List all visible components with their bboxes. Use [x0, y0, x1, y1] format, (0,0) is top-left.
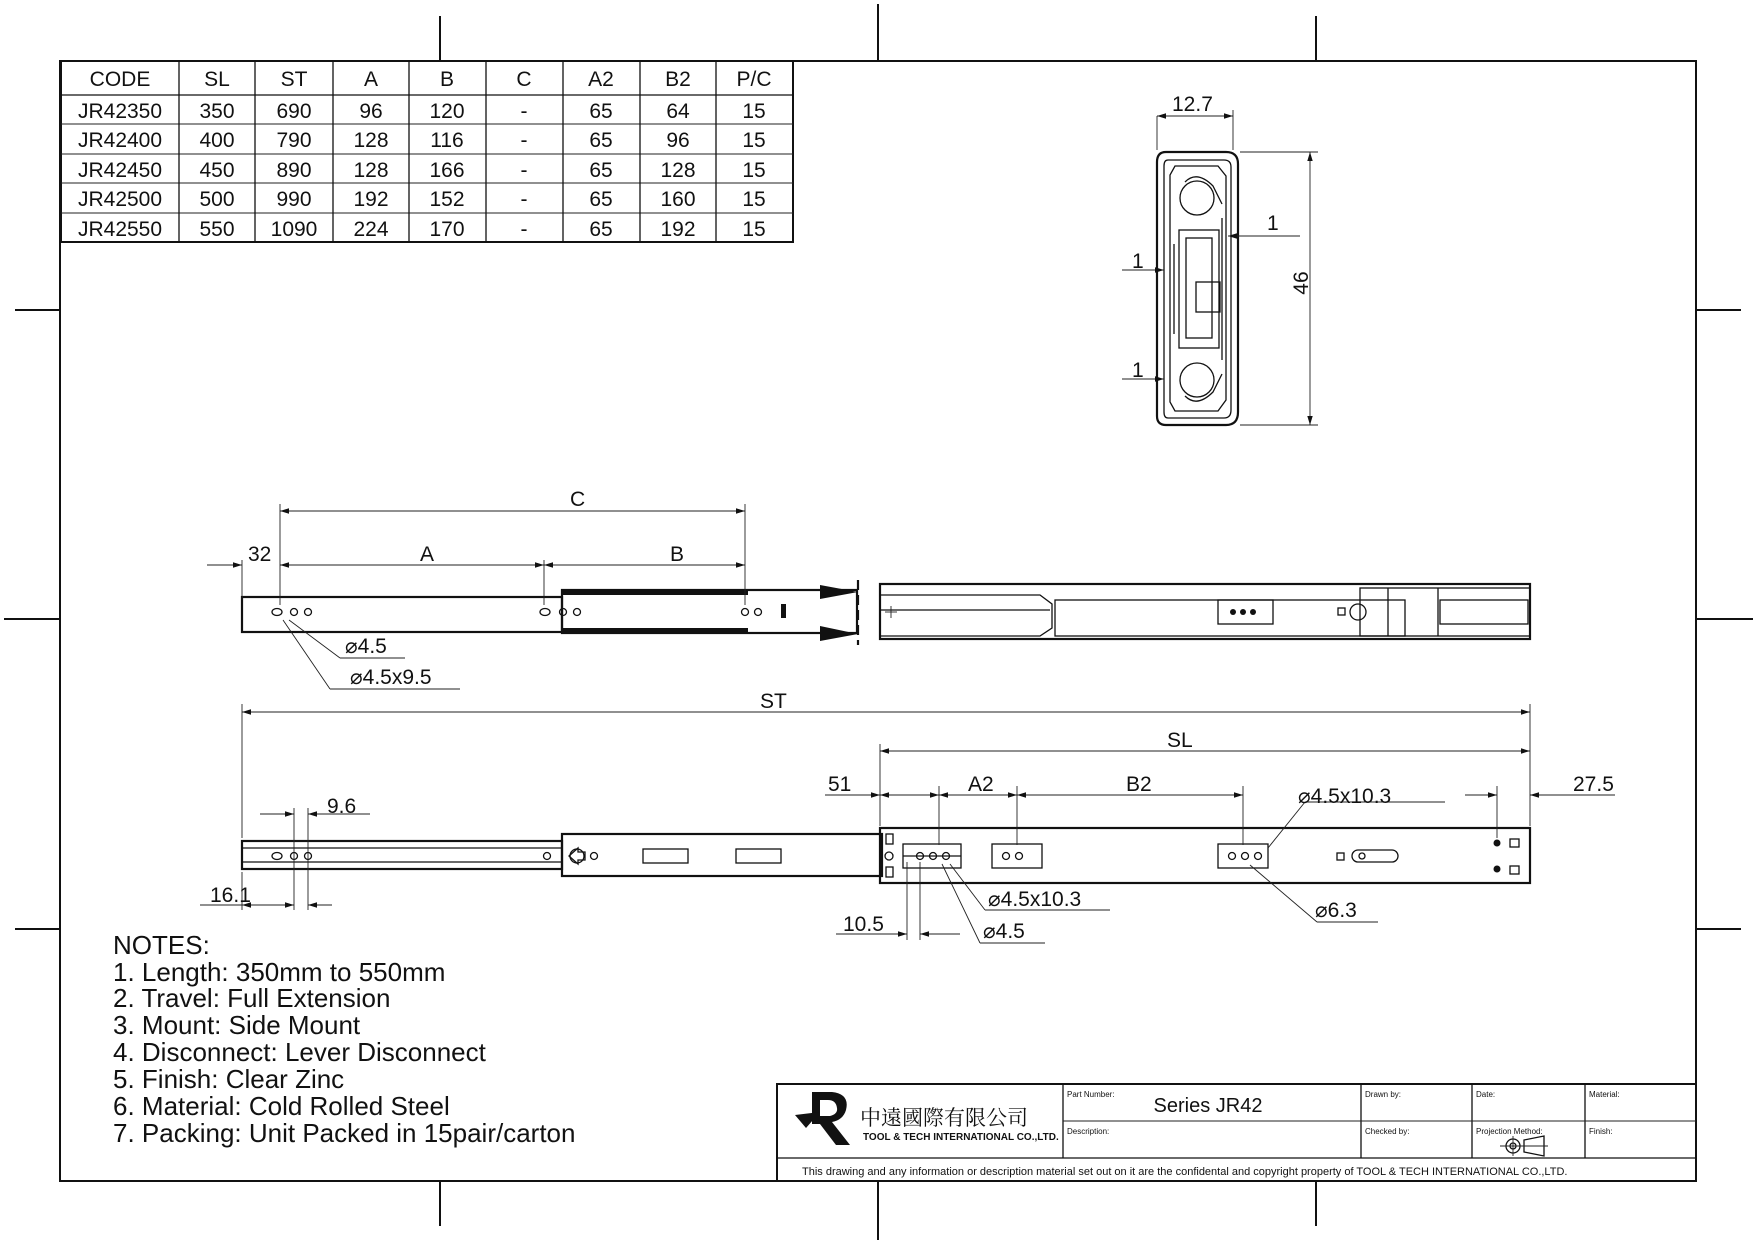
notes-item: 7. Packing: Unit Packed in 15pair/carton	[113, 1118, 576, 1148]
table-cell: 128	[660, 159, 696, 182]
table-header: C	[516, 68, 532, 91]
table-cell: 15	[742, 159, 766, 182]
table-cell: 65	[589, 159, 613, 182]
table-header: B	[439, 68, 455, 91]
dim-a2-label: A2	[968, 773, 994, 796]
table-cell: 450	[199, 159, 235, 182]
dim-b2-label: B2	[1126, 773, 1152, 796]
company-logo	[795, 1092, 850, 1145]
table-cell: 96	[666, 129, 690, 152]
table-cell: 15	[742, 100, 766, 123]
table-cell: 96	[359, 100, 383, 123]
notes-item: 5. Finish: Clear Zinc	[113, 1064, 345, 1094]
notes-heading: NOTES:	[113, 930, 210, 960]
diameter-icon: ⌀	[345, 635, 358, 658]
dim-c-label: C	[570, 488, 586, 511]
extended-view	[200, 704, 1615, 943]
title-block-text	[802, 1090, 1620, 1178]
finish-label: Finish:	[1589, 1127, 1613, 1136]
checked-by-label: Checked by:	[1365, 1127, 1410, 1136]
company-name-en: TOOL & TECH INTERNATIONAL CO.,LTD.	[863, 1132, 1059, 1143]
table-header: A2	[588, 68, 614, 91]
table-header: B2	[665, 68, 691, 91]
table-cell: 15	[742, 129, 766, 152]
diameter-icon: ⌀	[1298, 785, 1311, 808]
table-cell: 166	[429, 159, 465, 182]
table-cell: JR42450	[77, 159, 163, 182]
table-cell: JR42550	[77, 218, 163, 241]
date-label: Date:	[1476, 1090, 1496, 1099]
profile-width-label: 12.7	[1172, 93, 1213, 116]
dim-hole-round-label: ⌀4.5	[983, 920, 1025, 943]
table-cell: 790	[276, 129, 312, 152]
dim-hole-big-label: ⌀6.3	[1315, 899, 1357, 922]
company-name-cn: 中遠國際有限公司	[860, 1107, 1028, 1130]
table-cell: 1090	[270, 218, 318, 241]
table-cell: 65	[589, 188, 613, 211]
dim-slot-mid-label: ⌀4.5x10.3	[988, 888, 1082, 911]
table-cell: 64	[666, 100, 690, 123]
table-cell: 990	[276, 188, 312, 211]
table-cell: 128	[353, 159, 389, 182]
dim-32-label: 32	[248, 543, 272, 566]
profile-height-label: 46	[1290, 271, 1313, 295]
spec-table-text	[78, 68, 772, 241]
table-cell: -	[520, 129, 528, 152]
table-header: CODE	[89, 68, 151, 91]
part-number-value: Series JR42	[1153, 1095, 1263, 1117]
table-header: A	[363, 68, 379, 91]
material-label: Material:	[1589, 1090, 1620, 1099]
dim-a-label: A	[420, 543, 435, 566]
copyright-footer: This drawing and any information or description material set out on it are the confidental and copyright property of TOOL & TECH INTERNATIONAL CO.,LTD.	[802, 1166, 1568, 1178]
table-cell: 500	[199, 188, 235, 211]
top-view	[207, 504, 1530, 689]
table-cell: 65	[589, 129, 613, 152]
table-cell: 400	[199, 129, 235, 152]
dim-16-1-label: 16.1	[210, 884, 251, 907]
profile-section-view	[1122, 110, 1318, 425]
top-view-dimension-labels	[248, 488, 684, 689]
notes-item: 2. Travel: Full Extension	[113, 983, 391, 1013]
description-label: Description:	[1067, 1127, 1110, 1136]
notes-block	[113, 930, 575, 1148]
dim-51-label: 51	[828, 773, 852, 796]
table-cell: 116	[430, 129, 464, 152]
table-cell: 170	[429, 218, 465, 241]
table-cell: 192	[353, 188, 389, 211]
table-cell: 15	[742, 188, 766, 211]
table-cell: 160	[660, 188, 696, 211]
table-cell: -	[520, 188, 528, 211]
dim-27-5-label: 27.5	[1573, 773, 1614, 796]
table-cell: 550	[199, 218, 235, 241]
table-cell: 224	[353, 218, 389, 241]
table-cell: 128	[353, 129, 389, 152]
notes-item: 6. Material: Cold Rolled Steel	[113, 1091, 450, 1121]
table-header: P/C	[736, 68, 772, 91]
table-cell: -	[520, 100, 528, 123]
dim-slot-top-label: ⌀4.5x10.3	[1298, 785, 1392, 808]
table-cell: 65	[589, 218, 613, 241]
table-cell: 120	[429, 100, 465, 123]
table-cell: 65	[589, 100, 613, 123]
diameter-icon: ⌀	[988, 888, 1001, 911]
table-cell: 890	[276, 159, 312, 182]
table-cell: JR42350	[77, 100, 163, 123]
notes-item: 1. Length: 350mm to 550mm	[113, 957, 446, 987]
table-cell: 690	[276, 100, 312, 123]
table-cell: -	[520, 159, 528, 182]
part-number-label: Part Number:	[1067, 1090, 1115, 1099]
profile-gap-left-top-label: 1	[1132, 250, 1144, 273]
notes-item: 3. Mount: Side Mount	[113, 1010, 361, 1040]
table-cell: 152	[429, 188, 465, 211]
dim-hole-round-label: ⌀4.5	[345, 635, 387, 658]
table-cell: JR42500	[77, 188, 163, 211]
dim-10-5-label: 10.5	[843, 913, 884, 936]
extended-view-dimension-labels	[210, 690, 1614, 943]
drawn-by-label: Drawn by:	[1365, 1090, 1402, 1099]
dim-hole-slot-label: ⌀4.5x9.5	[350, 666, 432, 689]
projection-symbol-icon	[1500, 1136, 1548, 1156]
table-header: SL	[204, 68, 230, 91]
projection-method-label: Projection Method:	[1476, 1127, 1543, 1136]
table-header: ST	[280, 68, 308, 91]
profile-gap-right-label: 1	[1267, 212, 1279, 235]
dim-b-label: B	[670, 543, 685, 566]
diameter-icon: ⌀	[983, 920, 996, 943]
dim-sl-label: SL	[1167, 729, 1193, 752]
table-cell: 15	[742, 218, 766, 241]
table-cell: 350	[199, 100, 235, 123]
table-cell: JR42400	[77, 129, 163, 152]
table-cell: -	[520, 218, 528, 241]
profile-gap-left-bottom-label: 1	[1132, 359, 1144, 382]
notes-item: 4. Disconnect: Lever Disconnect	[113, 1037, 486, 1067]
dim-9-6-label: 9.6	[327, 795, 357, 818]
dim-st-label: ST	[760, 690, 787, 713]
table-cell: 192	[660, 218, 696, 241]
diameter-icon: ⌀	[1315, 899, 1328, 922]
diameter-icon: ⌀	[350, 666, 363, 689]
